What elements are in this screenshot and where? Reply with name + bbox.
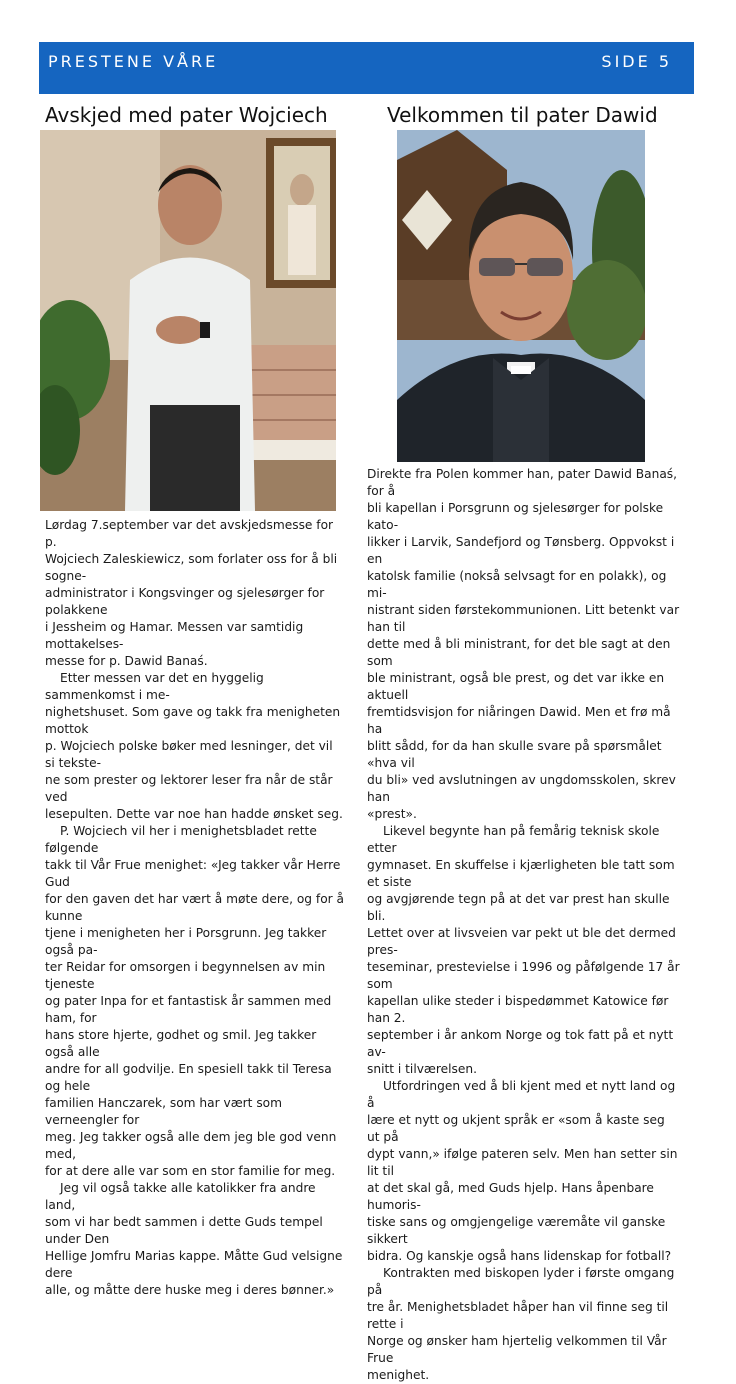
article-left-body	[45, 517, 345, 1299]
text-line: tjene i menigheten her i Porsgrunn. Jeg takker også pa-	[45, 926, 327, 957]
page-number: SIDE 5	[601, 52, 672, 71]
text-line: og pater Inpa for et fantastisk år sammen med ham, for	[45, 994, 332, 1025]
text-line: Wojciech Zaleskiewicz, som forlater oss for å bli sogne-	[45, 552, 338, 583]
text-line: gymnaset. En skuffelse i kjærligheten ble tatt som et siste	[367, 858, 675, 889]
text-line: ne som prester og lektorer leser fra når de står ved	[45, 773, 333, 804]
text-line: ble ministrant, også ble prest, og det var ikke en aktuell	[367, 671, 665, 702]
text-line: at det skal gå, med Guds hjelp. Hans åpenbare humoris-	[367, 1181, 654, 1212]
page-header	[39, 42, 694, 94]
text-line: teseminar, prestevielse i 1996 og påfølgende 17 år som	[367, 960, 680, 991]
text-line: kapellan ulike steder i bispedømmet Katowice før han 2.	[367, 994, 669, 1025]
text-line: administrator i Kongsvinger og sjelesørger for polakkene	[45, 586, 325, 617]
text-line: andre for all godvilje. En spesiell takk til Teresa og hele	[45, 1062, 332, 1093]
text-line: lesepulten. Dette var noe han hadde ønsket seg.	[45, 807, 343, 821]
text-line: bidra. Og kanskje også hans lidenskap for fotball?	[367, 1249, 672, 1263]
text-line: takk til Vår Frue menighet: «Jeg takker vår Herre Gud	[45, 858, 341, 889]
text-line: Lørdag 7.september var det avskjedsmesse for p.	[45, 518, 334, 549]
text-line: hans store hjerte, godhet og smil. Jeg takker også alle	[45, 1028, 317, 1059]
text-line: for den gaven det har vært å møte dere, og for å kunne	[45, 892, 344, 923]
photo-pater-dawid	[397, 130, 645, 462]
text-line: som vi har bedt sammen i dette Guds tempel under Den	[45, 1215, 323, 1246]
text-line: Jeg vil også takke alle katolikker fra andre land,	[45, 1181, 316, 1212]
text-line: Etter messen var det en hyggelig sammenkomst i me-	[45, 671, 264, 702]
text-line: alle, og måtte dere huske meg i deres bønner.»	[45, 1283, 335, 1297]
text-line: Lettet over at livsveien var pekt ut ble det dermed pres-	[367, 926, 676, 957]
text-line: snitt i tilværelsen.	[367, 1062, 477, 1076]
text-line: ter Reidar for omsorgen i begynnelsen av min tjeneste	[45, 960, 326, 991]
text-line: Likevel begynte han på femårig teknisk skole etter	[367, 824, 660, 855]
text-line: for at dere alle var som en stor familie for meg.	[45, 1164, 336, 1178]
section-title: PRESTENE VÅRE	[48, 52, 219, 71]
text-line: du bli» ved avslutningen av ungdomsskolen, skrev han	[367, 773, 676, 804]
text-line: fremtidsvisjon for niåringen Dawid. Men et frø må ha	[367, 705, 671, 736]
text-line: Direkte fra Polen kommer han, pater Dawid Banaś, for å	[367, 467, 678, 498]
text-line: nighetshuset. Som gave og takk fra menigheten mottok	[45, 705, 341, 736]
text-line: P. Wojciech vil her i menighetsbladet rette følgende	[45, 824, 317, 855]
text-line: Hellige Jomfru Marias kappe. Måtte Gud velsigne dere	[45, 1249, 343, 1280]
text-line: meg. Jeg takker også alle dem jeg ble god venn med,	[45, 1130, 337, 1161]
article-right-title: Velkommen til pater Dawid	[387, 103, 658, 127]
text-line: «prest».	[367, 807, 417, 821]
text-line: Kontrakten med biskopen lyder i første omgang på	[367, 1266, 675, 1297]
text-line: bli kapellan i Porsgrunn og sjelesørger for polske kato-	[367, 501, 664, 532]
article-left-title: Avskjed med pater Wojciech	[45, 103, 328, 127]
text-line: og avgjørende tegn på at det var prest han skulle bli.	[367, 892, 670, 923]
text-line: messe for p. Dawid Banaś.	[45, 654, 208, 668]
text-line: i Jessheim og Hamar. Messen var samtidig mottakelses-	[45, 620, 304, 651]
text-line: tre år. Menighetsbladet håper han vil finne seg til rette i	[367, 1300, 669, 1331]
photo-pater-wojciech	[40, 130, 336, 511]
text-line: september i år ankom Norge og tok fatt på et nytt av-	[367, 1028, 674, 1059]
text-line: p. Wojciech polske bøker med lesninger, det vil si tekste-	[45, 739, 333, 770]
text-line: blitt sådd, for da han skulle svare på spørsmålet «hva vil	[367, 739, 662, 770]
text-line: likker i Larvik, Sandefjord og Tønsberg. Oppvokst i en	[367, 535, 675, 566]
text-line: Norge og ønsker ham hjertelig velkommen til Vår Frue	[367, 1334, 667, 1365]
text-line: dette med å bli ministrant, for det ble sagt at den som	[367, 637, 671, 668]
text-line: menighet.	[367, 1368, 430, 1382]
article-right-body	[367, 466, 681, 1384]
text-line: lære et nytt og ukjent språk er «som å kaste seg ut på	[367, 1113, 665, 1144]
text-line: nistrant siden førstekommunionen. Litt betenkt var han til	[367, 603, 680, 634]
text-line: dypt vann,» ifølge pateren selv. Men han setter sin lit til	[367, 1147, 678, 1178]
text-line: familien Hanczarek, som har vært som verneengler for	[45, 1096, 283, 1127]
text-line: katolsk familie (nokså selvsagt for en polakk), og mi-	[367, 569, 667, 600]
text-line: Utfordringen ved å bli kjent med et nytt land og å	[367, 1079, 676, 1110]
text-line: tiske sans og omgjengelige væremåte vil ganske sikkert	[367, 1215, 666, 1246]
